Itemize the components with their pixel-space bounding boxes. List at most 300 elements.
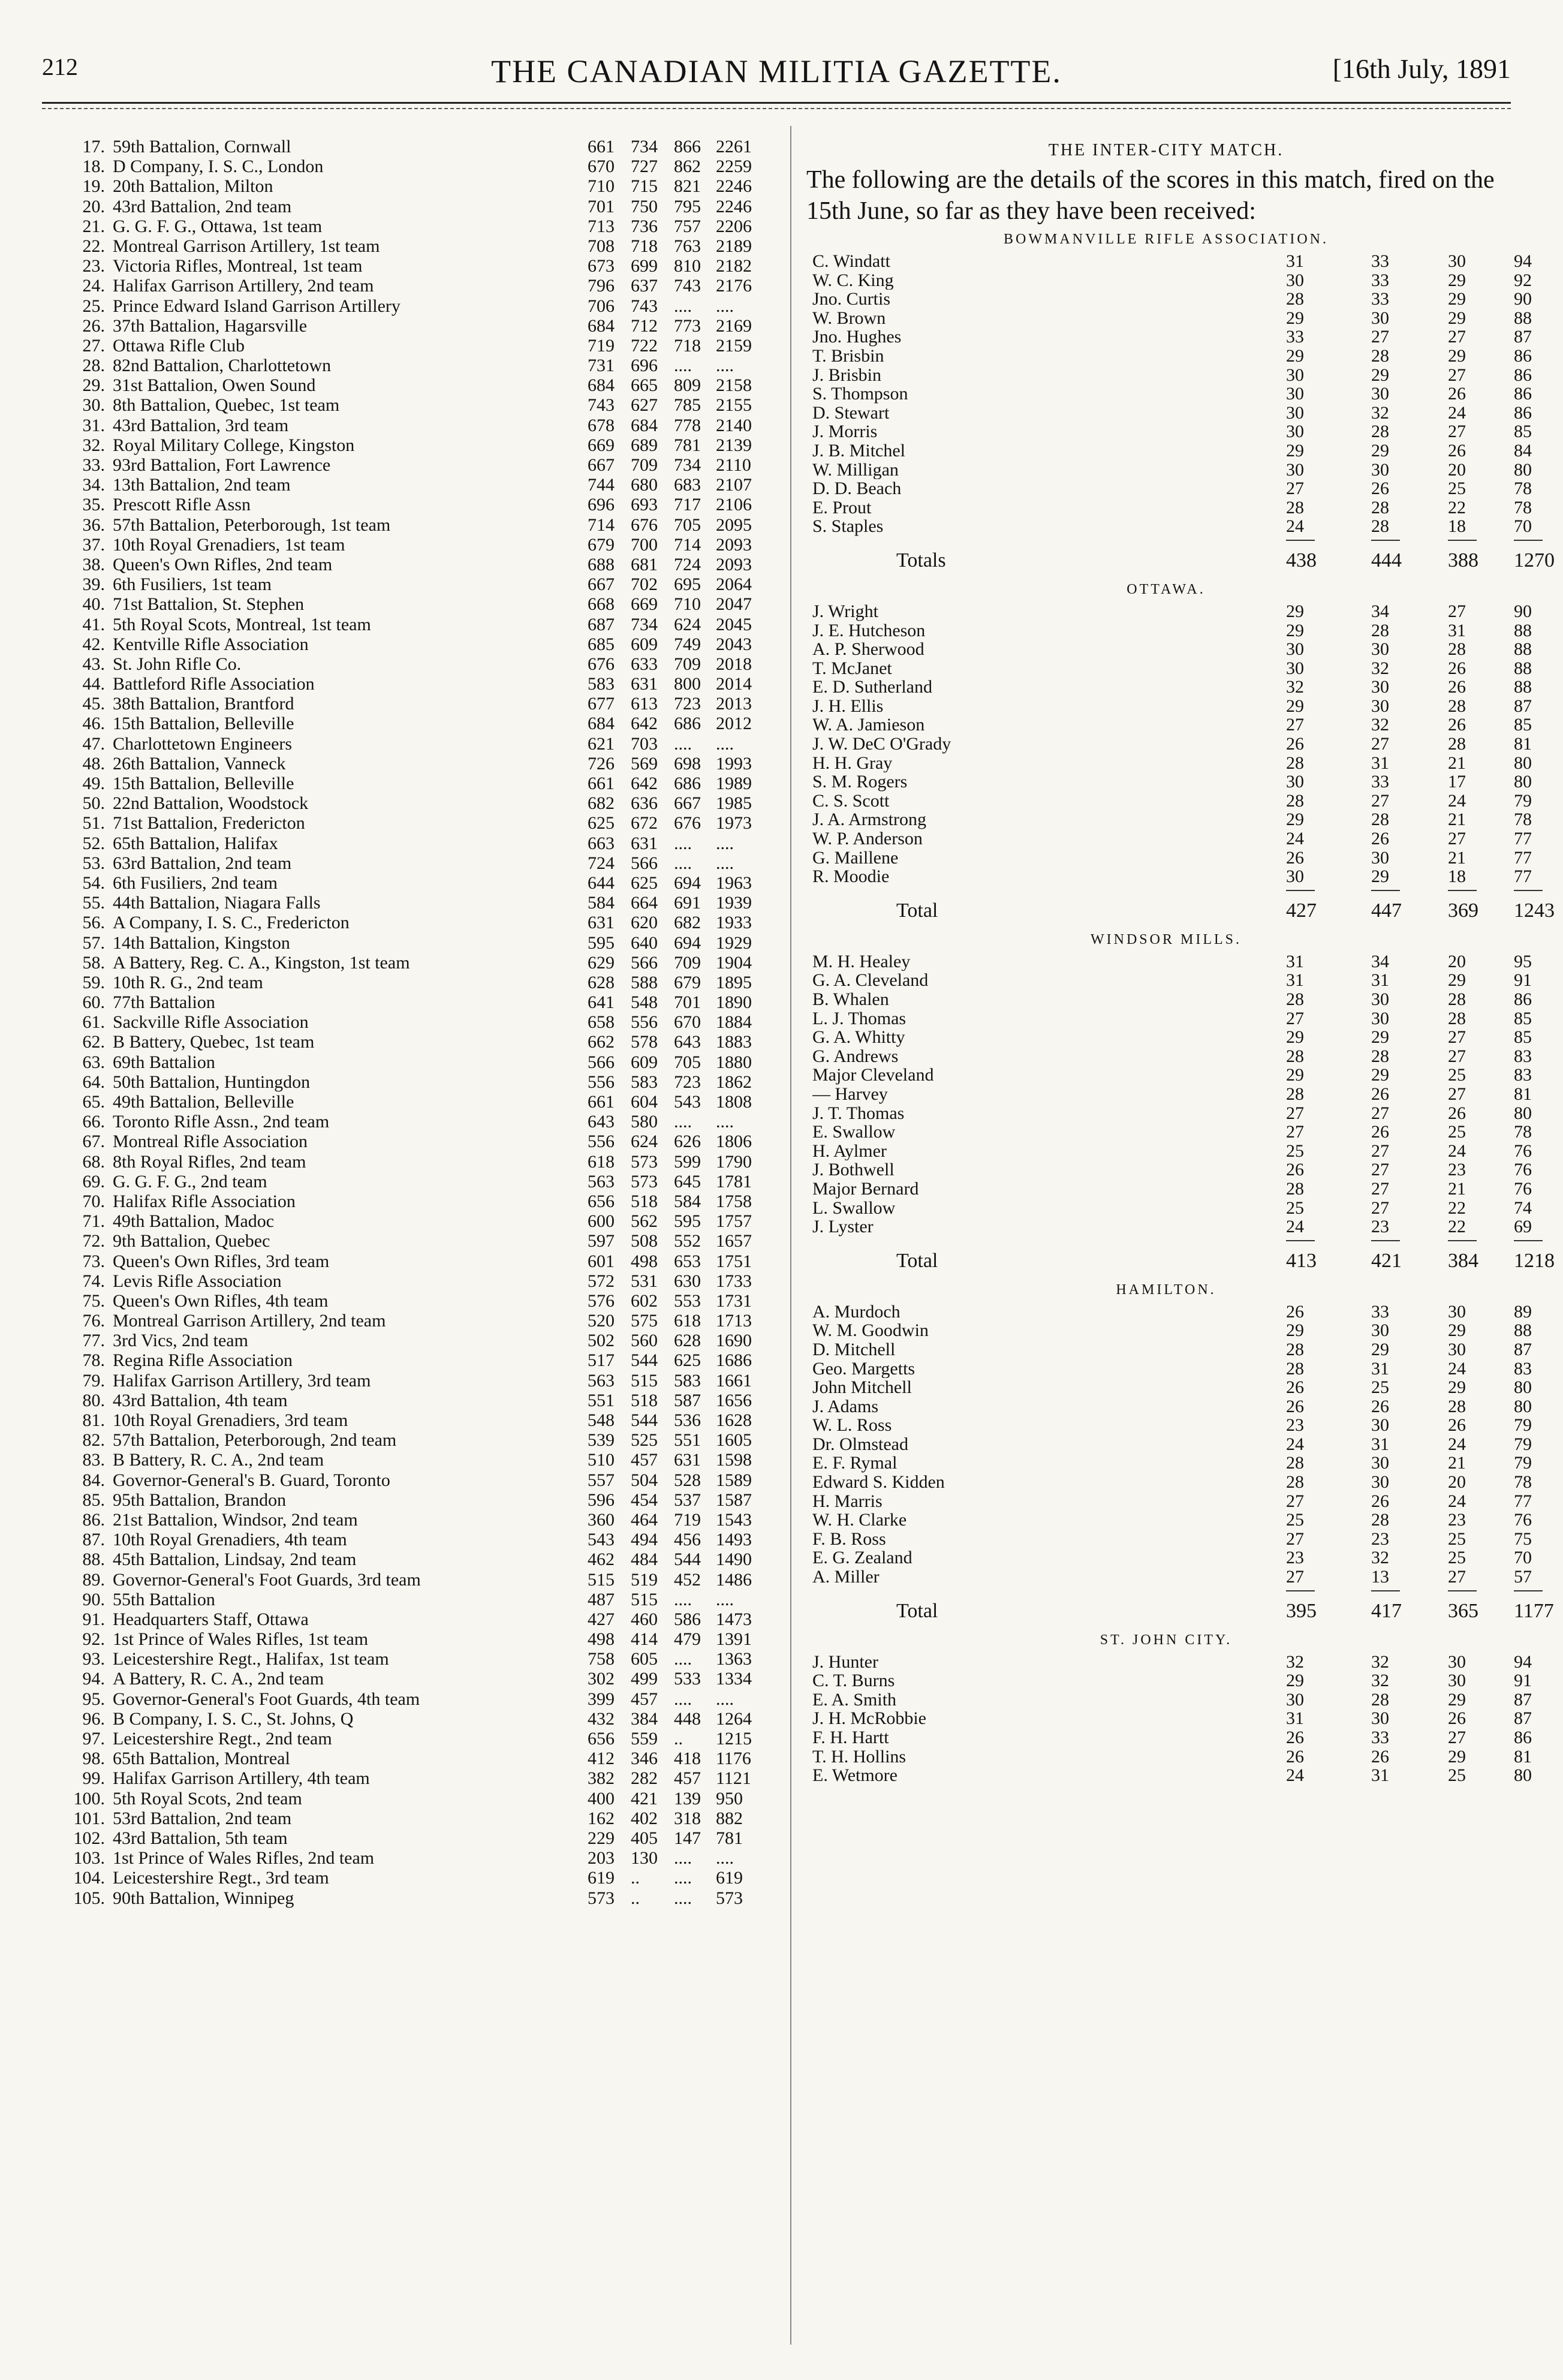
list-item [42, 933, 779, 953]
range-score: 731 [588, 356, 615, 376]
player-total: 78 [1514, 497, 1532, 517]
rank-number: 35. [82, 495, 105, 515]
range-score: 714 [588, 514, 615, 535]
total-score: 1334 [716, 1669, 752, 1689]
player-name: M. H. Healey [812, 952, 911, 971]
team-name: Headquarters Staff, Ottawa [113, 1609, 309, 1629]
score-row [806, 440, 1532, 461]
range-score: 24 [1448, 1358, 1466, 1379]
list-item [42, 1649, 779, 1669]
rank-number: 59. [82, 972, 105, 992]
player-total: 78 [1514, 810, 1532, 830]
rank-number: 89. [82, 1569, 105, 1590]
team-name: 1st Prince of Wales Rifles, 1st team [113, 1629, 369, 1650]
score-row [806, 1651, 1532, 1672]
player-name: J. Adams [812, 1397, 879, 1416]
rule-segment [1371, 540, 1400, 541]
player-name: A. Murdoch [812, 1302, 901, 1322]
range-score: 27 [1371, 734, 1389, 754]
rank-number: 42. [82, 634, 105, 654]
player-name: J. A. Armstrong [812, 810, 927, 830]
range-score: 30 [1286, 866, 1304, 887]
score-row [806, 847, 1532, 868]
score-row [806, 289, 1532, 309]
player-total: 83 [1514, 1065, 1532, 1085]
range-score: 23 [1371, 1217, 1389, 1237]
range-score: 25 [1448, 1529, 1466, 1549]
team-name: Prince Edward Island Garrison Artillery [113, 296, 400, 316]
player-name: H. Marris [812, 1491, 883, 1511]
rank-number: 76. [82, 1311, 105, 1331]
range-score: 34 [1371, 601, 1389, 621]
player-total: 79 [1514, 1415, 1532, 1436]
range-score: 20 [1448, 951, 1466, 971]
total-rule [806, 1236, 1526, 1245]
score-row [806, 251, 1532, 271]
score-row [806, 1491, 1532, 1511]
range-score: 23 [1448, 1160, 1466, 1180]
range-score: 31 [1371, 1434, 1389, 1454]
range-score: 778 [674, 415, 701, 435]
score-row [806, 1320, 1532, 1341]
range-score: 709 [674, 654, 701, 674]
range-score: 642 [631, 774, 658, 793]
range-score: 743 [588, 395, 615, 416]
score-row [806, 327, 1532, 347]
range-score: 384 [631, 1708, 658, 1729]
player-total: 77 [1514, 866, 1532, 887]
score-row [806, 696, 1532, 716]
range-score: 695 [674, 574, 701, 595]
range-score: 27 [1286, 1008, 1304, 1028]
range-score: 22 [1448, 1217, 1466, 1237]
team-name: 15th Battalion, Belleville [113, 774, 294, 793]
list-item [42, 754, 779, 774]
range-score: 27 [1448, 365, 1466, 385]
range-score: 580 [631, 1112, 658, 1132]
player-total: 77 [1514, 847, 1532, 868]
range-score: .... [674, 733, 692, 754]
range-score: 633 [631, 654, 658, 674]
range-score: 518 [631, 1390, 658, 1410]
range-score: 625 [631, 872, 658, 893]
rule-segment [1448, 1240, 1477, 1241]
rank-number: 95. [82, 1689, 105, 1709]
range-score: 29 [1448, 1689, 1466, 1710]
range-score: 30 [1448, 251, 1466, 271]
range-score: 576 [588, 1290, 615, 1311]
range-score: 696 [631, 356, 658, 376]
range-score: 460 [631, 1609, 658, 1629]
range-score: 584 [674, 1191, 701, 1211]
range-score: 24 [1286, 1765, 1304, 1786]
total-score: 2013 [716, 694, 752, 714]
range-score: 717 [674, 495, 701, 515]
player-total: 77 [1514, 829, 1532, 849]
rank-number: 45. [82, 694, 105, 714]
score-row [806, 1178, 1532, 1199]
range-score: 27 [1371, 1160, 1389, 1180]
range-score: 28 [1286, 790, 1304, 811]
range-score: 27 [1371, 1197, 1389, 1218]
range-score: 28 [1286, 497, 1304, 517]
player-name: F. H. Hartt [812, 1728, 889, 1747]
total-score: 2176 [716, 276, 752, 296]
total-score: 1486 [716, 1569, 752, 1590]
player-name: E. D. Sutherland [812, 678, 932, 697]
list-item [42, 375, 779, 395]
range-score: 693 [631, 495, 658, 515]
section-total: 444 [1371, 549, 1402, 571]
team-name: A Company, I. S. C., Fredericton [113, 913, 350, 933]
range-score: 785 [674, 395, 701, 416]
range-score: 24 [1286, 829, 1304, 849]
team-name: 49th Battalion, Belleville [113, 1092, 294, 1112]
range-score: 736 [631, 216, 658, 236]
player-name: W. C. King [812, 270, 894, 290]
range-score: 28 [1286, 753, 1304, 773]
range-score: 713 [588, 216, 615, 236]
range-score: 28 [1371, 620, 1389, 640]
total-score: 1589 [716, 1470, 752, 1490]
player-total: 91 [1514, 970, 1532, 991]
player-total: 87 [1514, 696, 1532, 716]
total-score: .... [716, 1112, 734, 1132]
range-score: 31 [1371, 970, 1389, 991]
range-score: 26 [1286, 1301, 1304, 1322]
total-score: 1264 [716, 1708, 752, 1729]
range-score: 641 [588, 992, 615, 1013]
range-score: 600 [588, 1211, 615, 1232]
total-score: 2246 [716, 196, 752, 216]
range-score: 515 [588, 1569, 615, 1590]
player-total: 80 [1514, 772, 1532, 792]
range-score: 734 [631, 614, 658, 634]
range-score: 862 [674, 157, 701, 177]
section-total: 384 [1448, 1249, 1478, 1272]
rank-number: 58. [82, 952, 105, 973]
rank-number: 27. [82, 335, 105, 356]
total-score: 1713 [716, 1311, 752, 1331]
range-score: 810 [674, 256, 701, 276]
newspaper-title: THE CANADIAN MILITIA GAZETTE. [491, 53, 1062, 89]
range-score: 30 [1371, 1008, 1389, 1028]
range-score: 29 [1286, 345, 1304, 366]
player-total: 85 [1514, 715, 1532, 735]
range-score: 26 [1448, 677, 1466, 697]
range-score: 24 [1286, 516, 1304, 537]
range-score: 643 [588, 1112, 615, 1132]
range-score: 588 [631, 972, 658, 992]
range-score: 33 [1371, 1301, 1389, 1322]
range-score: 27 [1286, 1567, 1304, 1587]
rank-number: 103. [73, 1848, 105, 1869]
team-standings-list [42, 137, 779, 1908]
team-name: 21st Battalion, Windsor, 2nd team [113, 1509, 358, 1530]
range-score: .... [674, 356, 692, 376]
range-score: 26 [1286, 1728, 1304, 1747]
player-total: 78 [1514, 1472, 1532, 1493]
total-score: 1963 [716, 872, 752, 893]
team-name: 77th Battalion [113, 992, 215, 1013]
range-score: 531 [631, 1271, 658, 1291]
range-score: 30 [1371, 1472, 1389, 1493]
section-total: 421 [1371, 1249, 1402, 1272]
player-name: W. M. Goodwin [812, 1321, 929, 1340]
range-score: 25 [1448, 479, 1466, 499]
rank-number: 57. [82, 932, 105, 953]
player-total: 88 [1514, 308, 1532, 328]
player-name: D. Stewart [812, 403, 890, 423]
range-score: 624 [631, 1132, 658, 1152]
total-score: 2189 [716, 236, 752, 256]
score-row [806, 459, 1532, 480]
total-row [806, 1595, 1554, 1627]
list-item [42, 1410, 779, 1430]
team-name: 82nd Battalion, Charlottetown [113, 356, 332, 376]
team-name: Victoria Rifles, Montreal, 1st team [113, 256, 363, 276]
total-score: 1808 [716, 1092, 752, 1112]
range-score: 689 [631, 435, 658, 455]
total-score: 1473 [716, 1609, 752, 1629]
score-row [806, 270, 1532, 290]
player-total: 79 [1514, 1453, 1532, 1473]
list-item [42, 236, 779, 256]
range-score: 700 [631, 534, 658, 555]
rank-number: 18. [82, 157, 105, 177]
range-score: 613 [631, 694, 658, 714]
rank-number: 20. [82, 196, 105, 216]
range-score: 28 [1371, 497, 1389, 517]
team-name: 6th Fusiliers, 1st team [113, 574, 272, 595]
total-score: 1989 [716, 774, 752, 793]
team-name: 15th Battalion, Belleville [113, 714, 294, 734]
score-row [806, 1434, 1532, 1454]
range-score: 548 [631, 992, 658, 1013]
list-item [42, 495, 779, 514]
range-score: 504 [631, 1470, 658, 1490]
range-score: 556 [588, 1132, 615, 1152]
player-name: W. H. Clarke [812, 1511, 907, 1530]
total-score: 1656 [716, 1390, 752, 1410]
player-name: Jno. Hughes [812, 327, 902, 347]
total-score: 2106 [716, 495, 752, 515]
player-total: 86 [1514, 1728, 1532, 1747]
section-total: 369 [1448, 899, 1478, 922]
total-label: Total [896, 899, 938, 922]
range-score: 563 [588, 1171, 615, 1191]
range-score: 800 [674, 674, 701, 694]
range-score: 556 [631, 1012, 658, 1033]
total-label: Total [896, 1249, 938, 1272]
player-name: G. A. Cleveland [812, 971, 929, 990]
rank-number: 100. [73, 1788, 105, 1809]
rank-number: 72. [82, 1231, 105, 1251]
total-score: 1543 [716, 1509, 752, 1530]
range-score: .... [674, 853, 692, 873]
rank-number: 105. [73, 1888, 105, 1908]
range-score: 694 [674, 932, 701, 953]
range-score: 27 [1448, 422, 1466, 442]
range-score: 703 [631, 733, 658, 754]
range-score: 18 [1448, 866, 1466, 887]
header-rule [42, 102, 1511, 104]
player-name: G. A. Whitty [812, 1028, 905, 1047]
total-rule [806, 886, 1526, 895]
player-total: 70 [1514, 516, 1532, 537]
range-score: 30 [1371, 1415, 1389, 1436]
range-score: 27 [1448, 601, 1466, 621]
list-item [42, 1609, 779, 1629]
list-item [42, 694, 779, 714]
list-item [42, 1828, 779, 1848]
player-name: D. D. Beach [812, 479, 902, 498]
section-total: 427 [1286, 899, 1317, 922]
range-score: 432 [588, 1708, 615, 1729]
total-score: 1731 [716, 1290, 752, 1311]
total-score: .... [716, 356, 734, 376]
team-name: Montreal Garrison Artillery, 1st team [113, 236, 380, 256]
player-name: D. Mitchell [812, 1340, 896, 1359]
range-score: 710 [674, 594, 701, 615]
range-score: 669 [631, 594, 658, 615]
column-divider [790, 126, 791, 2345]
player-total: 81 [1514, 1084, 1532, 1104]
match-sections [806, 227, 1555, 1786]
total-score: .... [716, 853, 734, 873]
range-score: 701 [674, 992, 701, 1013]
range-score: 694 [674, 872, 701, 893]
range-score: 667 [588, 574, 615, 595]
rank-number: 33. [82, 455, 105, 475]
list-item [42, 1848, 779, 1868]
range-score: 28 [1371, 516, 1389, 537]
range-score: 27 [1448, 829, 1466, 849]
total-score: 1904 [716, 952, 752, 973]
range-score: 26 [1448, 658, 1466, 678]
rank-number: 104. [73, 1868, 105, 1888]
range-score: 24 [1448, 790, 1466, 811]
range-score: 26 [1371, 1746, 1389, 1767]
total-score: 2064 [716, 574, 752, 595]
rule-segment [1448, 540, 1477, 541]
range-score: 27 [1448, 1728, 1466, 1747]
range-score: .. [674, 1729, 683, 1749]
list-item [42, 1590, 779, 1609]
player-name: J. Wright [812, 601, 878, 621]
range-score: 29 [1371, 365, 1389, 385]
range-score: 26 [1371, 1491, 1389, 1511]
rule-segment [1371, 1590, 1400, 1591]
team-name: 49th Battalion, Madoc [113, 1211, 275, 1232]
player-name: J. Morris [812, 422, 878, 441]
range-score: 456 [674, 1530, 701, 1550]
range-score: 544 [631, 1410, 658, 1430]
team-name: Queen's Own Rifles, 4th team [113, 1290, 329, 1311]
range-score: 29 [1286, 308, 1304, 328]
range-score: 23 [1371, 1529, 1389, 1549]
player-name: Jno. Curtis [812, 290, 891, 309]
player-name: S. M. Rogers [812, 772, 908, 792]
range-score: 28 [1371, 1510, 1389, 1530]
range-score: 584 [588, 893, 615, 913]
range-score: 661 [588, 1092, 615, 1112]
rank-number: 24. [82, 276, 105, 296]
total-score: 1895 [716, 972, 752, 992]
range-score: .... [674, 1848, 692, 1869]
rank-number: 62. [82, 1032, 105, 1052]
score-row [806, 1671, 1532, 1691]
total-score: 1686 [716, 1350, 752, 1371]
list-item [42, 1231, 779, 1251]
range-score: 28 [1448, 1008, 1466, 1028]
range-score: 27 [1371, 1178, 1389, 1199]
total-row [806, 895, 1555, 927]
range-score: 33 [1371, 772, 1389, 792]
range-score: 679 [588, 534, 615, 555]
rank-number: 48. [82, 753, 105, 774]
range-score: 25 [1448, 1065, 1466, 1085]
player-total: 86 [1514, 384, 1532, 404]
rank-number: 74. [82, 1271, 105, 1291]
range-score: 699 [631, 256, 658, 276]
team-name: B Battery, Quebec, 1st team [113, 1032, 315, 1052]
range-score: 30 [1371, 1453, 1389, 1473]
range-score: .... [674, 296, 692, 316]
list-item [42, 1868, 779, 1888]
range-score: 673 [588, 256, 615, 276]
range-score: 763 [674, 236, 701, 256]
range-score: 557 [588, 1470, 615, 1490]
player-total: 74 [1514, 1197, 1532, 1218]
range-score: 33 [1371, 289, 1389, 309]
range-score: 33 [1371, 251, 1389, 271]
range-score: 31 [1371, 1358, 1389, 1379]
range-score: 552 [674, 1231, 701, 1251]
section-total: 1177 [1514, 1599, 1554, 1622]
team-name: Leicestershire Regt., 2nd team [113, 1729, 332, 1749]
score-row [806, 1103, 1532, 1123]
player-total: 88 [1514, 677, 1532, 697]
rank-number: 17. [82, 137, 105, 157]
range-score: 705 [674, 514, 701, 535]
list-item [42, 1549, 779, 1569]
team-name: 6th Fusiliers, 2nd team [113, 872, 278, 893]
player-name: E. Prout [812, 498, 872, 517]
range-score: 723 [674, 694, 701, 714]
range-score: 30 [1286, 459, 1304, 480]
list-item [42, 455, 779, 475]
team-name: 1st Prince of Wales Rifles, 2nd team [113, 1848, 375, 1869]
player-total: 79 [1514, 790, 1532, 811]
total-score: 1993 [716, 753, 752, 774]
team-name: St. John Rifle Co. [113, 654, 242, 674]
rank-number: 36. [82, 514, 105, 535]
rank-number: 28. [82, 356, 105, 376]
section-title: BOWMANVILLE RIFLE ASSOCIATION. [1004, 231, 1329, 247]
list-item [42, 1570, 779, 1590]
range-score: 625 [588, 813, 615, 834]
range-score: 26 [1371, 829, 1389, 849]
list-item [42, 793, 779, 813]
player-total: 76 [1514, 1160, 1532, 1180]
range-score: 457 [674, 1768, 701, 1789]
range-score: 27 [1371, 790, 1389, 811]
score-row [806, 1301, 1532, 1322]
team-name: 65th Battalion, Halifax [113, 833, 278, 853]
range-score: 457 [631, 1689, 658, 1709]
team-name: Leicestershire Regt., 3rd team [113, 1868, 329, 1888]
